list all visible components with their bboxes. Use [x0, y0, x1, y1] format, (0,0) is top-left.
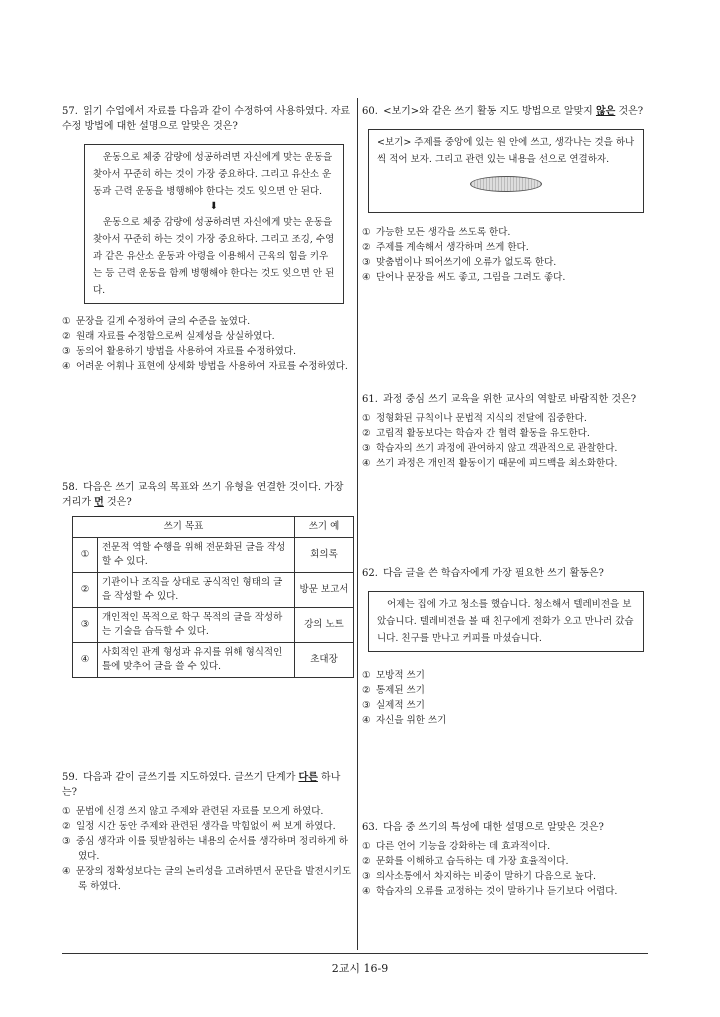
revision-box [84, 144, 344, 304]
column-header-goal: 쓰기 목표 [73, 517, 295, 538]
row-number: ③ [73, 608, 98, 643]
option-mark: ④ [362, 715, 371, 726]
option-3 [362, 869, 648, 884]
question-59 [62, 770, 354, 894]
type-cell: 회의록 [295, 538, 354, 573]
options-list [362, 411, 648, 471]
option-text: 의사소통에서 차지하는 비중이 말하기 다음으로 높다. [376, 871, 597, 882]
row-number: ① [73, 538, 98, 573]
question-62 [362, 566, 648, 728]
option-mark: ① [362, 841, 371, 852]
table-row [73, 608, 354, 643]
option-1 [362, 839, 648, 854]
option-1 [362, 225, 648, 240]
option-mark: ② [362, 856, 371, 867]
option-4 [62, 864, 354, 894]
option-text: 문법에 신경 쓰지 않고 주제와 관련된 자료를 모으게 하였다. [76, 806, 324, 817]
question-number: 61. [362, 394, 378, 405]
footer-rule [62, 953, 648, 954]
option-2 [62, 819, 354, 834]
option-mark: ④ [362, 272, 371, 283]
option-3 [62, 344, 354, 359]
option-text: 중심 생각과 이를 뒷받침하는 내용의 순서를 생각하며 정리하게 하였다. [76, 836, 348, 862]
row-number: ② [73, 573, 98, 608]
option-text: 단어나 문장을 써도 좋고, 그림을 그려도 좋다. [376, 272, 566, 283]
option-mark: ② [362, 428, 371, 439]
question-61 [362, 392, 648, 471]
option-mark: ① [362, 670, 371, 681]
question-number: 60. [362, 106, 378, 117]
question-prompt-end: 것은? [103, 497, 132, 508]
option-text: 실제적 쓰기 [376, 700, 425, 711]
option-4 [62, 359, 354, 374]
question-prompt: 다음은 쓰기 교육의 목표와 쓰기 유형을 연결한 것이다. 가장 거리가 [62, 482, 344, 508]
option-mark: ③ [62, 346, 71, 357]
options-list [362, 225, 648, 285]
question-prompt: 읽기 수업에서 자료를 다음과 같이 수정하여 사용하였다. 자료 수정 방법에 대한 설명으로 알맞은 것은? [62, 106, 351, 132]
option-mark: ④ [362, 886, 371, 897]
option-3 [362, 698, 648, 713]
option-mark: ③ [62, 836, 71, 847]
options-list [62, 314, 354, 374]
row-number: ④ [73, 643, 98, 678]
question-57 [62, 104, 354, 374]
student-text: 어제는 집에 가고 청소를 했습니다. 청소해서 텔레비전을 보았습니다. 텔레비전을 볼 때 친구에게 전화가 오고 만나러 갔습니다. 친구를 만나고 커피를 마셨습니다. [377, 599, 634, 644]
question-number: 58. [62, 482, 78, 493]
page-number: 2교시 16-9 [331, 962, 389, 975]
option-3 [362, 441, 648, 456]
option-text: 학습자의 쓰기 과정에 관여하지 않고 객관적으로 관찰한다. [376, 443, 618, 454]
option-text: 쓰기 과정은 개인적 활동이기 때문에 피드백을 최소화한다. [376, 458, 618, 469]
option-mark: ③ [362, 257, 371, 268]
example-text: <보기> 주제를 중앙에 있는 원 안에 쓰고, 생각나는 것을 하나씩 적어 보자. 그리고 관련 있는 내용을 선으로 연결하자. [377, 137, 635, 165]
option-mark: ③ [362, 443, 371, 454]
option-mark: ③ [362, 871, 371, 882]
question-prompt: 다음과 같이 글쓰기를 지도하였다. 글쓰기 단계가 [83, 772, 299, 783]
goal-cell: 기관이나 조직을 상대로 공식적인 형태의 글을 작성할 수 있다. [98, 573, 295, 608]
option-text: 통제된 쓰기 [376, 685, 425, 696]
option-mark: ④ [62, 361, 71, 372]
goal-cell: 사회적인 관계 형성과 유지를 위해 형식적인 틀에 맞추어 글을 쓸 수 있다. [98, 643, 295, 678]
goals-table [72, 516, 354, 678]
option-text: 주제를 계속해서 생각하며 쓰게 한다. [376, 242, 529, 253]
option-4 [362, 456, 648, 471]
question-prompt: 과정 중심 쓰기 교육을 위한 교사의 역할로 바람직한 것은? [383, 394, 637, 405]
option-mark: ① [62, 316, 71, 327]
option-mark: ① [362, 227, 371, 238]
option-mark: ② [62, 331, 71, 342]
option-text: 자신을 위한 쓰기 [376, 715, 447, 726]
options-list [62, 804, 354, 894]
option-2 [362, 683, 648, 698]
goal-cell: 개인적인 목적으로 학구 목적의 글을 작성하는 기술을 습득할 수 있다. [98, 608, 295, 643]
options-list [362, 839, 648, 899]
option-mark: ① [62, 806, 71, 817]
question-prompt: 다음 중 쓰기의 특성에 대한 설명으로 알맞은 것은? [383, 822, 604, 833]
option-text: 다른 언어 기능을 강화하는 데 효과적이다. [376, 841, 551, 852]
arrow-down-icon: ⬇ [209, 201, 219, 212]
option-3 [362, 255, 648, 270]
option-text: 원래 자료를 수정함으로써 실제성을 상실하였다. [76, 331, 275, 342]
prompt-emphasis: 않은 [595, 106, 616, 117]
question-prompt-end: 하나는? [62, 772, 341, 798]
option-3 [62, 834, 354, 864]
option-2 [362, 426, 648, 441]
option-mark: ③ [362, 700, 371, 711]
goal-cell: 전문적 역할 수행을 위해 전문화된 글을 작성할 수 있다. [98, 538, 295, 573]
question-number: 62. [362, 568, 378, 579]
original-text: 운동으로 체중 감량에 성공하려면 자신에게 맞는 운동을 찾아서 꾸준히 하는 것이 가장 중요하다. 그리고 유산소 운동과 근력 운동을 병행해야 한다는 것도 잊으면 안 된다. [93, 152, 333, 197]
question-prompt: <보기>와 같은 쓰기 활동 지도 방법으로 알맞지 [383, 106, 596, 117]
option-text: 학습자의 오류를 교정하는 것이 말하기나 듣기보다 어렵다. [376, 886, 618, 897]
option-2 [362, 854, 648, 869]
table-row [73, 538, 354, 573]
type-cell: 방문 보고서 [295, 573, 354, 608]
option-1 [62, 804, 354, 819]
option-text: 고립적 활동보다는 학습자 간 협력 활동을 유도한다. [376, 428, 590, 439]
example-box [368, 129, 644, 213]
column-divider [357, 98, 358, 950]
option-text: 모방적 쓰기 [376, 670, 425, 681]
prompt-emphasis: 다른 [298, 772, 318, 783]
option-text: 문화를 이해하고 습득하는 데 가장 효율적이다. [376, 856, 569, 867]
table-row [73, 573, 354, 608]
option-mark: ④ [62, 866, 71, 877]
option-text: 가능한 모든 생각을 쓰도록 한다. [376, 227, 511, 238]
question-prompt: 다음 글을 쓴 학습자에게 가장 필요한 쓰기 활동은? [383, 568, 604, 579]
question-prompt-end: 것은? [615, 106, 644, 117]
option-2 [62, 329, 354, 344]
option-mark: ④ [362, 458, 371, 469]
question-63 [362, 820, 648, 899]
type-cell: 초대장 [295, 643, 354, 678]
option-4 [362, 270, 648, 285]
student-text-box [368, 591, 644, 652]
prompt-emphasis: 먼 [94, 497, 104, 508]
type-cell: 강의 노트 [295, 608, 354, 643]
option-mark: ② [62, 821, 71, 832]
question-number: 63. [362, 822, 378, 833]
option-text: 문장의 정확성보다는 글의 논리성을 고려하면서 문단을 발전시키도록 하였다. [76, 866, 352, 892]
table-row [73, 643, 354, 678]
option-text: 문장을 길게 수정하여 글의 수준을 높였다. [76, 316, 251, 327]
question-number: 57. [62, 106, 78, 117]
option-text: 정형화된 규칙이나 문법적 지식의 전달에 집중한다. [376, 413, 587, 424]
question-60 [362, 104, 648, 285]
option-mark: ① [362, 413, 371, 424]
option-4 [362, 713, 648, 728]
option-mark: ② [362, 242, 371, 253]
option-text: 어려운 어휘나 표현에 상세화 방법을 사용하여 자료를 수정하였다. [76, 361, 348, 372]
option-4 [362, 884, 648, 899]
option-1 [362, 411, 648, 426]
column-header-type: 쓰기 예 [295, 517, 354, 538]
revised-text: 운동으로 체중 감량에 성공하려면 자신에게 맞는 운동을 찾아서 꾸준히 하는 것이 가장 중요하다. 그리고 조깅, 수영과 같은 유산소 운동과 아령을 이용해서 근육의 힘을 키우는 등 근력 운동을 함께 병행해야 한다는 것도 잊으면 안 된다. [93, 217, 335, 296]
option-text: 동의어 활용하기 방법을 사용하여 자료를 수정하였다. [76, 346, 297, 357]
option-mark: ② [362, 685, 371, 696]
option-1 [362, 668, 648, 683]
option-text: 일정 시간 동안 주제와 관련된 생각을 막힘없이 써 보게 하였다. [76, 821, 336, 832]
option-text: 맞춤법이나 띄어쓰기에 오류가 없도록 한다. [376, 257, 557, 268]
question-number: 59. [62, 772, 78, 783]
options-list [362, 668, 648, 728]
question-58 [62, 480, 354, 678]
option-1 [62, 314, 354, 329]
option-2 [362, 240, 648, 255]
topic-circle-shape [470, 176, 542, 192]
